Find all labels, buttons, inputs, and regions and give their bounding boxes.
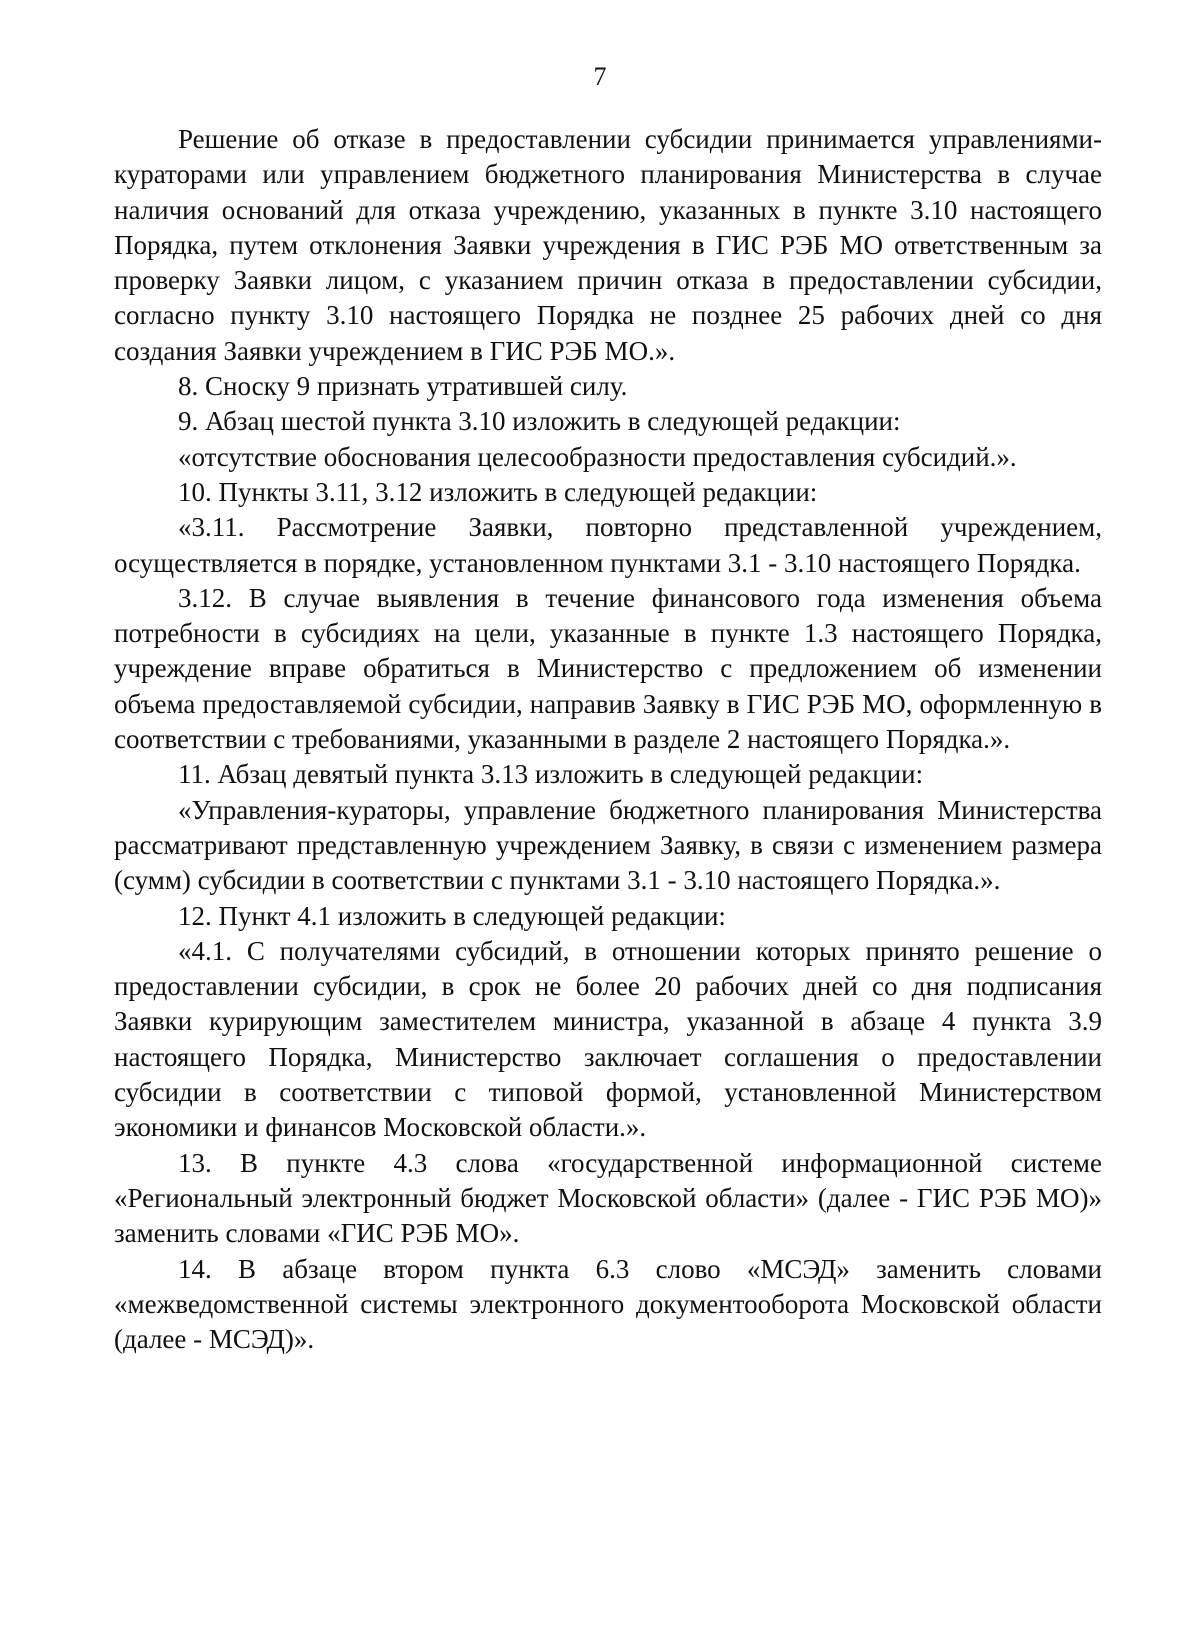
paragraph-refusal-decision: Решение об отказе в предоставлении субсидии принимается управлениями-кураторами или управлением бюджетного планирования Министерства в случае наличия оснований для отказа учреждению, указанных в пункте 3.10 настоящего Порядка, путем отклонения Заявки учреждения в ГИС РЭБ МО ответственным за проверку Заявки лицом, с указанием причин отказа в предоставлении субсидии, согласно пункту 3.10 настоящего Порядка не позднее 25 рабочих дней со дня создания Заявки учреждением в ГИС РЭБ МО.». — [114, 124, 1102, 366]
paragraph-item-9-text: «отсутствие обоснования целесообразности предоставления субсидий.». — [178, 441, 1017, 472]
page-number: 7 — [593, 62, 607, 91]
document-body — [114, 122, 1102, 1357]
paragraph-item-11: 11. Абзац девятый пункта 3.13 изложить в следующей редакции: — [178, 759, 924, 790]
paragraph-item-10: 10. Пункты 3.11, 3.12 изложить в следующей редакции: — [178, 476, 818, 507]
paragraph-item-14: 14. В абзаце втором пункта 6.3 слово «МСЭД» заменить словами «межведомственной системы электронного документооборота Московской области (далее - МСЭД)». — [114, 1253, 1102, 1355]
paragraph-item-3-12: 3.12. В случае выявления в течение финансового года изменения объема потребности в субсидиях на цели, указанные в пункте 1.3 настоящего Порядка, учреждение вправе обратиться в Министерство с предложением об изменении объема предоставляемой субсидии, направив Заявку в ГИС РЭБ МО, оформленную в соответствии с требованиями, указанными в разделе 2 настоящего Порядка.». — [114, 582, 1102, 755]
paragraph-item-8: 8. Сноску 9 признать утратившей силу. — [178, 371, 628, 402]
paragraph-item-11-text: «Управления-кураторы, управление бюджетного планирования Министерства рассматривают представленную учреждением Заявку, в связи с изменением размера (сумм) субсидии в соответствии с пунктами 3.1 - 3.10 настоящего Порядка.». — [114, 794, 1102, 896]
paragraph-item-9: 9. Абзац шестой пункта 3.10 изложить в следующей редакции: — [178, 406, 901, 437]
paragraph-item-13: 13. В пункте 4.3 слова «государственной информационной системе «Региональный электронный бюджет Московской области» (далее - ГИС РЭБ МО)» заменить словами «ГИС РЭБ МО». — [114, 1147, 1102, 1249]
paragraph-item-12: 12. Пункт 4.1 изложить в следующей редакции: — [178, 900, 726, 931]
paragraph-item-3-11: «3.11. Рассмотрение Заявки, повторно представленной учреждением, осуществляется в порядке, установленном пунктами 3.1 - 3.10 настоящего Порядка. — [114, 512, 1102, 578]
paragraph-item-4-1: «4.1. С получателями субсидий, в отношении которых принято решение о предоставлении субсидии, в срок не более 20 рабочих дней со дня подписания Заявки курирующим заместителем министра, указанной в абзаце 4 пункта 3.9 настоящего Порядка, Министерство заключает соглашения о предоставлении субсидии в соответствии с типовой формой, установленной Министерством экономики и финансов Московской области.». — [114, 935, 1102, 1143]
